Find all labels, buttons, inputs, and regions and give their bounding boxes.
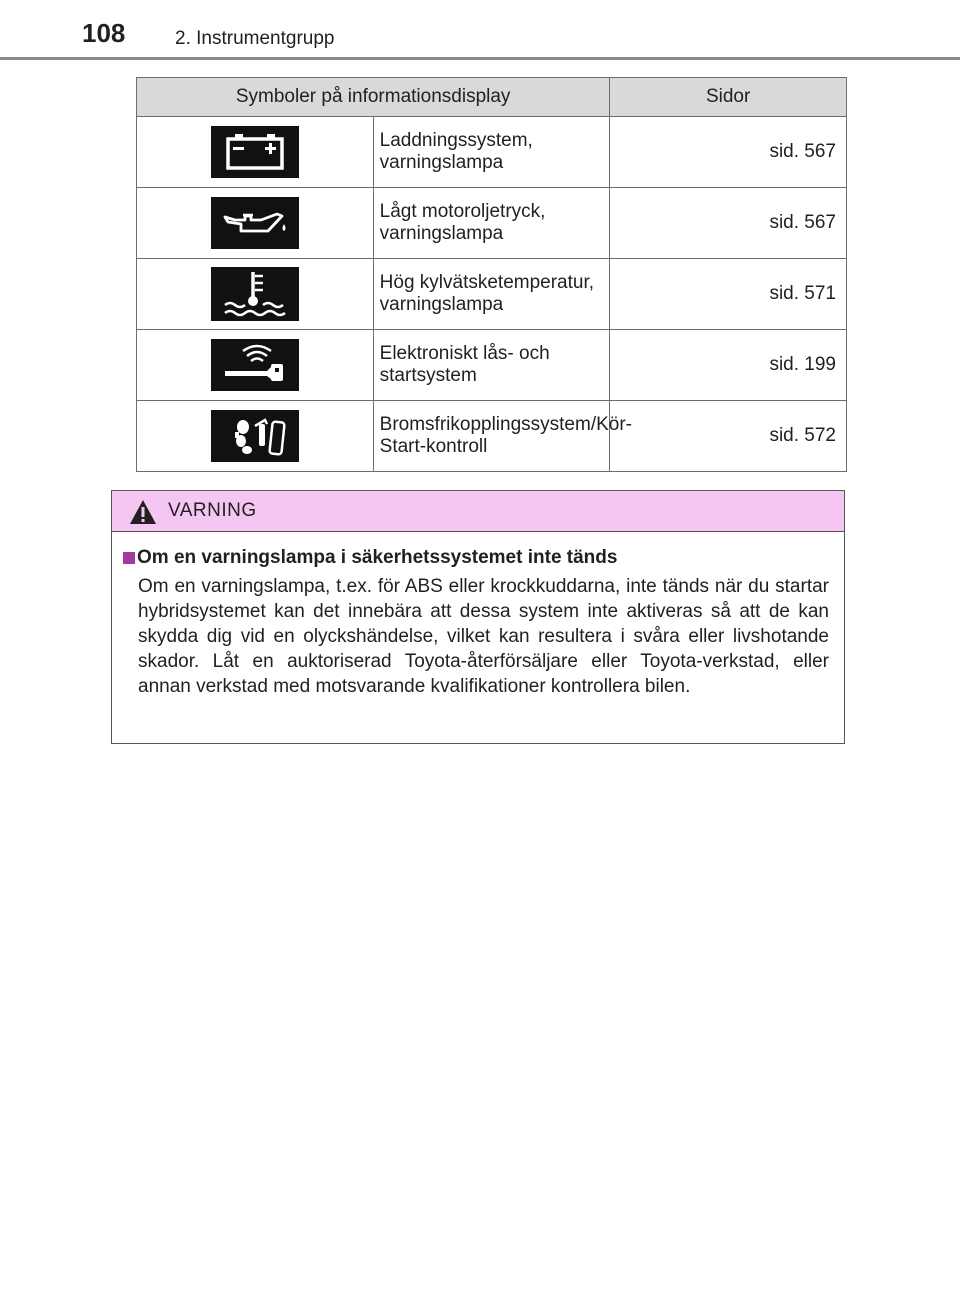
page-number: 108 (82, 18, 126, 48)
row-description: Laddningssystem, varningslampa (373, 117, 610, 188)
table-row (137, 188, 847, 259)
brake-override-icon (211, 410, 299, 462)
bullet-square-icon (123, 552, 135, 564)
icon-cell (137, 117, 374, 188)
row-page-reference: sid. 571 (610, 259, 847, 330)
warning-heading (127, 546, 829, 570)
row-page-reference: sid. 567 (610, 117, 847, 188)
icon-cell (137, 188, 374, 259)
section-title: 2. Instrumentgrupp (175, 28, 335, 49)
icon-cell (137, 330, 374, 401)
warning-label: VARNING (168, 500, 257, 521)
table-header-row (137, 78, 847, 117)
warning-body (112, 532, 844, 699)
icon-cell (137, 259, 374, 330)
row-description: Lågt motoroljetryck, varningslampa (373, 188, 610, 259)
page-header (0, 0, 960, 62)
column-header-pages: Sidor (610, 78, 847, 117)
battery-icon (211, 126, 299, 178)
warning-header (112, 491, 844, 532)
row-page-reference: sid. 199 (610, 330, 847, 401)
row-description: Elektroniskt lås- och startsystem (373, 330, 610, 401)
table-row (137, 259, 847, 330)
warning-triangle-icon (129, 499, 157, 525)
oil-can-icon (211, 197, 299, 249)
row-page-reference: sid. 567 (610, 188, 847, 259)
coolant-temperature-icon (211, 267, 299, 321)
column-header-symbols: Symboler på informationsdisplay (137, 78, 610, 117)
smart-key-icon (211, 339, 299, 391)
row-description: Bromsfrikopplingssystem/Kör-Start-kontroll (373, 401, 610, 472)
warning-box (111, 490, 845, 744)
table-row (137, 330, 847, 401)
warning-heading-text: Om en varningslampa i säkerhetssystemet inte tänds (137, 547, 618, 568)
row-page-reference: sid. 572 (610, 401, 847, 472)
icon-cell (137, 401, 374, 472)
symbols-table (136, 77, 847, 472)
row-description: Hög kylvätsketemperatur, varningslampa (373, 259, 610, 330)
header-rule (0, 57, 960, 60)
table-row (137, 117, 847, 188)
table-row (137, 401, 847, 472)
warning-text: Om en varningslampa, t.ex. för ABS eller krockkuddarna, inte tänds när du startar hybridsystemet kan det innebära att dessa system inte aktiveras så att de kan skydda dig vid en olyckshändelse, vilket kan resultera i svåra eller livshotande skador. Låt en auktoriserad Toyota-återförsäljare eller Toyota-verkstad, eller annan verkstad med motsvarande kvalifikationer kontrollera bilen. (138, 576, 829, 697)
